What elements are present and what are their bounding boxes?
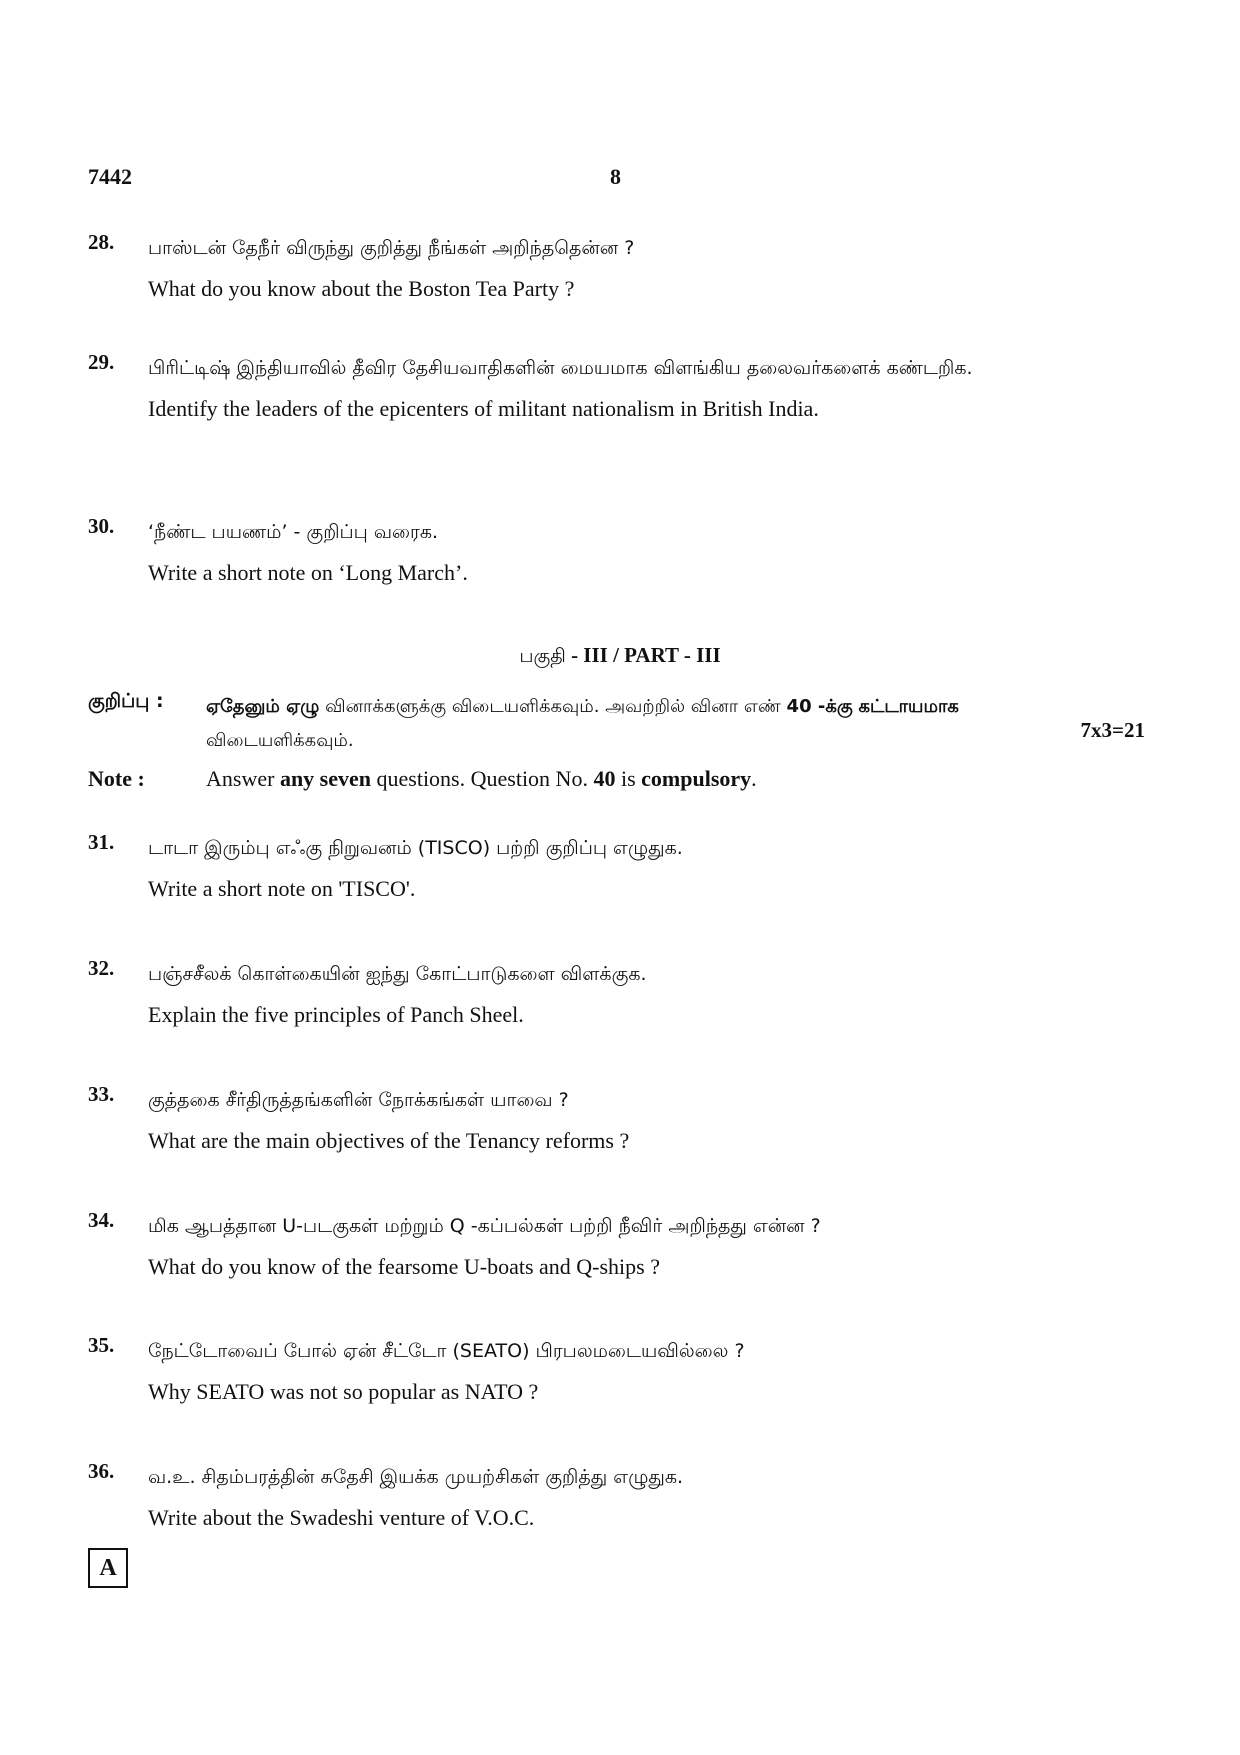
note-text: Answer (206, 766, 280, 791)
note-bold-text: கட்டாயமாக (858, 696, 959, 717)
version-mark-box: A (88, 1548, 128, 1588)
question-text-english: What do you know of the fearsome U-boats and Q-ships ? (148, 1254, 660, 1279)
question-text-tamil: நேட்டோவைப் போல் ஏன் சீட்டோ (SEATO) பிரபலமடையவில்லை ? (148, 1340, 745, 1362)
question-text-english: Write a short note on ‘Long March’. (148, 560, 468, 585)
question-text-english: What do you know about the Boston Tea Party ? (148, 276, 575, 301)
part-title (0, 642, 1240, 670)
note-text: . (751, 766, 757, 791)
note-tamil (88, 690, 1148, 758)
question-36 (88, 1459, 1148, 1538)
question-text-english: What are the main objectives of the Tenancy reforms ? (148, 1128, 630, 1153)
part-title-tamil: பகுதி (519, 645, 566, 667)
note-tamil-label: குறிப்பு : (88, 690, 164, 712)
question-text-english: Write a short note on 'TISCO'. (148, 876, 416, 901)
question-number: 33. (88, 1082, 115, 1106)
question-text-tamil: குத்தகை சீர்திருத்தங்களின் நோக்கங்கள் யாவை ? (148, 1089, 569, 1111)
question-text-english: Write about the Swadeshi venture of V.O.C. (148, 1505, 535, 1530)
question-number: 34. (88, 1208, 115, 1232)
note-bold-text: 40 (593, 766, 616, 791)
question-number: 35. (88, 1333, 115, 1357)
question-text-english: Why SEATO was not so popular as NATO ? (148, 1379, 539, 1404)
question-28 (88, 230, 1148, 309)
note-english-label: Note : (88, 766, 145, 791)
question-number: 30. (88, 514, 115, 538)
note-text: வினாக்களுக்கு விடையளிக்கவும். அவற்றில் வினா எண் (319, 696, 787, 717)
question-text-tamil: பஞ்சசீலக் கொள்கையின் ஐந்து கோட்பாடுகளை விளக்குக. (148, 963, 647, 985)
question-number: 32. (88, 956, 115, 980)
question-33 (88, 1082, 1148, 1161)
question-text-tamil: டாடா இரும்பு எஃகு நிறுவனம் (TISCO) பற்றி குறிப்பு எழுதுக. (148, 837, 683, 859)
question-number: 36. (88, 1459, 115, 1483)
question-number: 31. (88, 830, 115, 854)
note-text: questions. Question No. (371, 766, 594, 791)
part-title-english: - III / PART - III (565, 643, 721, 667)
question-text-tamil: ‘நீண்ட பயணம்’ - குறிப்பு வரைக. (148, 521, 439, 543)
question-text-tamil: மிக ஆபத்தான U-படகுகள் மற்றும் Q -கப்பல்கள் பற்றி நீவிர் அறிந்தது என்ன ? (148, 1215, 821, 1237)
paper-code: 7442 (88, 164, 132, 189)
question-text-tamil: பிரிட்டிஷ் இந்தியாவில் தீவிர தேசியவாதிகளின் மையமாக விளங்கிய தலைவர்களைக் கண்டறிக. (148, 357, 973, 379)
question-text-tamil: பாஸ்டன் தேநீர் விருந்து குறித்து நீங்கள் அறிந்ததென்ன ? (148, 237, 635, 259)
question-text-english: Identify the leaders of the epicenters of militant nationalism in British India. (148, 396, 819, 421)
page-number: 8 (610, 164, 621, 189)
note-bold-text: compulsory (641, 766, 752, 791)
question-35 (88, 1333, 1148, 1412)
question-text-tamil: வ.உ. சிதம்பரத்தின் சுதேசி இயக்க முயற்சிகள் குறித்து எழுதுக. (148, 1466, 684, 1488)
question-34 (88, 1208, 1148, 1287)
question-number: 29. (88, 350, 115, 374)
note-bold-text: ஏதேனும் ஏழு (206, 696, 320, 717)
question-31 (88, 830, 1148, 909)
question-30 (88, 514, 1148, 593)
question-32 (88, 956, 1148, 1035)
note-text: விடையளிக்கவும். (206, 730, 354, 751)
note-english (88, 766, 757, 792)
note-tamil-body (206, 690, 1106, 758)
question-number: 28. (88, 230, 115, 254)
marks-allocation: 7x3=21 (1080, 718, 1145, 742)
note-text: is (615, 766, 642, 791)
question-text-english: Explain the five principles of Panch Sheel. (148, 1002, 524, 1027)
question-29 (88, 350, 1148, 429)
note-bold-text: 40 -க்கு (786, 696, 853, 717)
note-bold-text: any seven (279, 766, 371, 791)
